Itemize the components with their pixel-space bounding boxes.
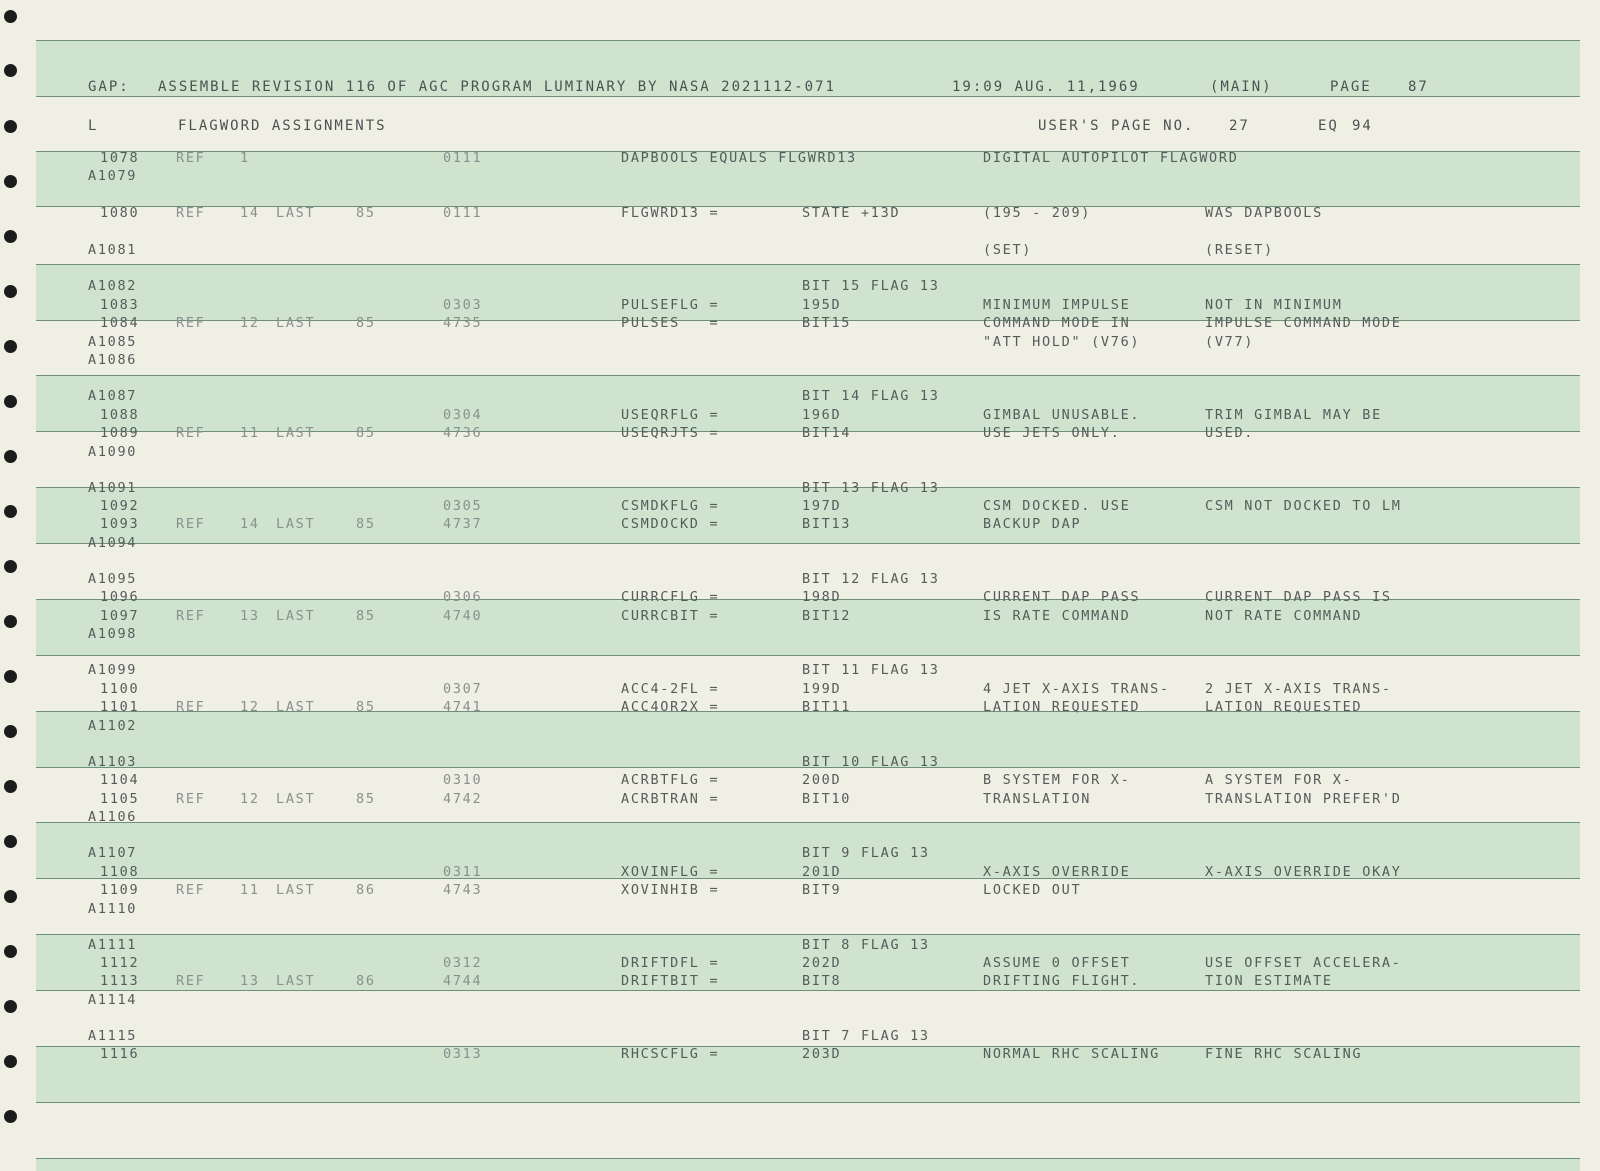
- symbol-definition: DRIFTDFL =: [621, 955, 720, 971]
- line-number: 1105: [100, 791, 140, 807]
- ref-label: REF: [176, 791, 206, 807]
- feed-hole: [4, 615, 17, 628]
- line-number: A1115: [88, 1028, 138, 1044]
- line-number: A1081: [88, 242, 138, 258]
- address: 4744: [443, 973, 483, 989]
- feed-hole: [4, 835, 17, 848]
- ref-count: 14: [240, 205, 260, 221]
- line-number: A1099: [88, 662, 138, 678]
- band-rule: [36, 655, 1580, 656]
- users-page-label: USER'S PAGE NO.: [1038, 118, 1195, 134]
- last-label: LAST: [276, 973, 316, 989]
- comment-set: MINIMUM IMPULSE: [983, 297, 1131, 313]
- feed-hole: [4, 1055, 17, 1068]
- header-timestamp: 19:09 AUG. 11,1969: [952, 79, 1140, 95]
- band-rule: [36, 1102, 1580, 1103]
- comment-reset: USE OFFSET ACCELERA-: [1205, 955, 1402, 971]
- line-number: A1090: [88, 444, 138, 460]
- address: 0111: [443, 150, 483, 166]
- last-label: LAST: [276, 205, 316, 221]
- eq-value: 94: [1352, 118, 1373, 134]
- feed-hole: [4, 285, 17, 298]
- value: 200D: [802, 772, 842, 788]
- header-page-number: 87: [1408, 79, 1429, 95]
- last-label: LAST: [276, 882, 316, 898]
- symbol-definition: DAPBOOLS EQUALS FLGWRD13: [621, 150, 857, 166]
- line-number: 1092: [100, 498, 140, 514]
- line-number: 1078: [100, 150, 140, 166]
- line-number: 1112: [100, 955, 140, 971]
- feed-hole: [4, 890, 17, 903]
- comment-reset: X-AXIS OVERRIDE OKAY: [1205, 864, 1402, 880]
- value: BIT 10 FLAG 13: [802, 754, 940, 770]
- line-number: A1094: [88, 535, 138, 551]
- comment-set: NORMAL RHC SCALING: [983, 1046, 1160, 1062]
- line-number: 1104: [100, 772, 140, 788]
- value: BIT13: [802, 516, 852, 532]
- feed-hole: [4, 670, 17, 683]
- value: BIT8: [802, 973, 842, 989]
- ref-label: REF: [176, 150, 206, 166]
- last-page: 85: [356, 608, 376, 624]
- value: BIT14: [802, 425, 852, 441]
- last-label: LAST: [276, 699, 316, 715]
- comment-reset: NOT RATE COMMAND: [1205, 608, 1363, 624]
- comment-reset: LATION REQUESTED: [1205, 699, 1363, 715]
- ref-count: 11: [240, 882, 260, 898]
- users-page-number: 27: [1229, 118, 1250, 134]
- comment-reset: (RESET): [1205, 242, 1274, 258]
- symbol-definition: ACRBTRAN =: [621, 791, 720, 807]
- value: BIT 15 FLAG 13: [802, 278, 940, 294]
- line-number: A1082: [88, 278, 138, 294]
- value: 201D: [802, 864, 842, 880]
- address: 4740: [443, 608, 483, 624]
- ref-count: 11: [240, 425, 260, 441]
- last-page: 85: [356, 516, 376, 532]
- value: 198D: [802, 589, 842, 605]
- ref-label: REF: [176, 973, 206, 989]
- line-number: 1083: [100, 297, 140, 313]
- feed-hole: [4, 725, 17, 738]
- symbol-definition: PULSEFLG =: [621, 297, 720, 313]
- address: 4741: [443, 699, 483, 715]
- line-number: 1108: [100, 864, 140, 880]
- comment-set: (195 - 209): [983, 205, 1092, 221]
- feed-hole: [4, 945, 17, 958]
- ref-count: 12: [240, 315, 260, 331]
- symbol-definition: XOVINHIB =: [621, 882, 720, 898]
- comment-reset: CSM NOT DOCKED TO LM: [1205, 498, 1402, 514]
- comment-set: DIGITAL AUTOPILOT FLAGWORD: [983, 150, 1239, 166]
- comment-reset: 2 JET X-AXIS TRANS-: [1205, 681, 1392, 697]
- symbol-definition: DRIFTBIT =: [621, 973, 720, 989]
- last-page: 85: [356, 315, 376, 331]
- line-number: 1109: [100, 882, 140, 898]
- last-page: 85: [356, 791, 376, 807]
- feed-hole: [4, 64, 17, 77]
- line-number: 1101: [100, 699, 140, 715]
- value: BIT 11 FLAG 13: [802, 662, 940, 678]
- symbol-definition: USEQRJTS =: [621, 425, 720, 441]
- ref-count: 14: [240, 516, 260, 532]
- comment-set: USE JETS ONLY.: [983, 425, 1121, 441]
- value: 197D: [802, 498, 842, 514]
- ref-label: REF: [176, 608, 206, 624]
- header-title: ASSEMBLE REVISION 116 OF AGC PROGRAM LUMINARY BY NASA 2021112-071: [158, 79, 836, 95]
- comment-set: BACKUP DAP: [983, 516, 1082, 532]
- ref-label: REF: [176, 205, 206, 221]
- address: 0303: [443, 297, 483, 313]
- header-page-label: PAGE: [1330, 79, 1372, 95]
- feed-hole: [4, 120, 17, 133]
- comment-reset: TRIM GIMBAL MAY BE: [1205, 407, 1382, 423]
- subheader-code: L: [88, 118, 99, 134]
- comment-set: CSM DOCKED. USE: [983, 498, 1131, 514]
- last-page: 85: [356, 699, 376, 715]
- symbol-definition: CURRCFLG =: [621, 589, 720, 605]
- value: BIT9: [802, 882, 842, 898]
- comment-reset: NOT IN MINIMUM: [1205, 297, 1343, 313]
- line-number: A1079: [88, 168, 138, 184]
- symbol-definition: CSMDOCKD =: [621, 516, 720, 532]
- value: BIT10: [802, 791, 852, 807]
- comment-set: B SYSTEM FOR X-: [983, 772, 1131, 788]
- comment-reset: FINE RHC SCALING: [1205, 1046, 1363, 1062]
- comment-reset: TRANSLATION PREFER'D: [1205, 791, 1402, 807]
- comment-set: TRANSLATION: [983, 791, 1092, 807]
- comment-set: LATION REQUESTED: [983, 699, 1141, 715]
- symbol-definition: XOVINFLG =: [621, 864, 720, 880]
- value: BIT 12 FLAG 13: [802, 571, 940, 587]
- line-number: 1088: [100, 407, 140, 423]
- subheader-section: FLAGWORD ASSIGNMENTS: [178, 118, 387, 134]
- line-number: A1110: [88, 901, 138, 917]
- symbol-definition: FLGWRD13 =: [621, 205, 720, 221]
- comment-set: ASSUME 0 OFFSET: [983, 955, 1131, 971]
- address: 0111: [443, 205, 483, 221]
- symbol-definition: CURRCBIT =: [621, 608, 720, 624]
- line-number: A1114: [88, 992, 138, 1008]
- address: 0306: [443, 589, 483, 605]
- line-number: 1089: [100, 425, 140, 441]
- last-label: LAST: [276, 608, 316, 624]
- ref-label: REF: [176, 516, 206, 532]
- line-number: 1084: [100, 315, 140, 331]
- last-label: LAST: [276, 425, 316, 441]
- ref-count: 1: [240, 150, 250, 166]
- line-number: A1087: [88, 388, 138, 404]
- address: 4737: [443, 516, 483, 532]
- comment-reset: (V77): [1205, 334, 1255, 350]
- value: 203D: [802, 1046, 842, 1062]
- ref-count: 12: [240, 791, 260, 807]
- line-number: A1107: [88, 845, 138, 861]
- feed-hole: [4, 340, 17, 353]
- comment-set: "ATT HOLD" (V76): [983, 334, 1141, 350]
- line-number: A1095: [88, 571, 138, 587]
- ref-label: REF: [176, 315, 206, 331]
- eq-label: EQ: [1318, 118, 1339, 134]
- feed-hole: [4, 450, 17, 463]
- feed-hole: [4, 1110, 17, 1123]
- comment-set: CURRENT DAP PASS: [983, 589, 1141, 605]
- comment-set: GIMBAL UNUSABLE.: [983, 407, 1141, 423]
- line-number: A1103: [88, 754, 138, 770]
- value: 202D: [802, 955, 842, 971]
- address: 0312: [443, 955, 483, 971]
- ref-label: REF: [176, 882, 206, 898]
- comment-set: LOCKED OUT: [983, 882, 1082, 898]
- comment-reset: A SYSTEM FOR X-: [1205, 772, 1353, 788]
- line-number: 1113: [100, 973, 140, 989]
- last-page: 85: [356, 425, 376, 441]
- ref-count: 12: [240, 699, 260, 715]
- comment-reset: USED.: [1205, 425, 1255, 441]
- symbol-definition: USEQRFLG =: [621, 407, 720, 423]
- value: BIT15: [802, 315, 852, 331]
- address: 4743: [443, 882, 483, 898]
- comment-reset: IMPULSE COMMAND MODE: [1205, 315, 1402, 331]
- comment-set: X-AXIS OVERRIDE: [983, 864, 1131, 880]
- comment-set: IS RATE COMMAND: [983, 608, 1131, 624]
- address: 0307: [443, 681, 483, 697]
- symbol-definition: PULSES =: [621, 315, 720, 331]
- last-label: LAST: [276, 516, 316, 532]
- feed-hole: [4, 10, 17, 23]
- last-label: LAST: [276, 791, 316, 807]
- line-number: A1111: [88, 937, 138, 953]
- last-page: 85: [356, 205, 376, 221]
- line-number: 1093: [100, 516, 140, 532]
- tractor-feed-holes: [0, 0, 22, 1170]
- line-number: 1080: [100, 205, 140, 221]
- ref-count: 13: [240, 973, 260, 989]
- feed-hole: [4, 780, 17, 793]
- value: 195D: [802, 297, 842, 313]
- address: 4735: [443, 315, 483, 331]
- comment-reset: TION ESTIMATE: [1205, 973, 1333, 989]
- line-number: 1096: [100, 589, 140, 605]
- ref-label: REF: [176, 425, 206, 441]
- feed-hole: [4, 505, 17, 518]
- value: BIT12: [802, 608, 852, 624]
- feed-hole: [4, 1000, 17, 1013]
- comment-set: 4 JET X-AXIS TRANS-: [983, 681, 1170, 697]
- line-number: A1086: [88, 352, 138, 368]
- last-label: LAST: [276, 315, 316, 331]
- symbol-definition: CSMDKFLG =: [621, 498, 720, 514]
- last-page: 86: [356, 973, 376, 989]
- comment-set: COMMAND MODE IN: [983, 315, 1131, 331]
- line-number: A1091: [88, 480, 138, 496]
- line-number: A1085: [88, 334, 138, 350]
- line-number: A1102: [88, 718, 138, 734]
- header-main: (MAIN): [1210, 79, 1273, 95]
- ref-label: REF: [176, 699, 206, 715]
- band-rule: [36, 990, 1580, 991]
- value: STATE +13D: [802, 205, 901, 221]
- symbol-definition: ACRBTFLG =: [621, 772, 720, 788]
- address: 4736: [443, 425, 483, 441]
- address: 0310: [443, 772, 483, 788]
- comment-reset: CURRENT DAP PASS IS: [1205, 589, 1392, 605]
- address: 0311: [443, 864, 483, 880]
- value: BIT 7 FLAG 13: [802, 1028, 930, 1044]
- feed-hole: [4, 230, 17, 243]
- feed-hole: [4, 395, 17, 408]
- value: BIT 8 FLAG 13: [802, 937, 930, 953]
- address: 0313: [443, 1046, 483, 1062]
- ref-count: 13: [240, 608, 260, 624]
- symbol-definition: ACC4OR2X =: [621, 699, 720, 715]
- value: BIT 9 FLAG 13: [802, 845, 930, 861]
- value: 199D: [802, 681, 842, 697]
- last-page: 86: [356, 882, 376, 898]
- header-gap-label: GAP:: [88, 79, 130, 95]
- symbol-definition: ACC4-2FL =: [621, 681, 720, 697]
- address: 0304: [443, 407, 483, 423]
- value: BIT11: [802, 699, 852, 715]
- symbol-definition: RHCSCFLG =: [621, 1046, 720, 1062]
- comment-set: DRIFTING FLIGHT.: [983, 973, 1141, 989]
- line-number: A1098: [88, 626, 138, 642]
- band-rule: [36, 96, 1580, 97]
- green-bar: [36, 1158, 1580, 1171]
- feed-hole: [4, 560, 17, 573]
- value: 196D: [802, 407, 842, 423]
- comment-reset: WAS DAPBOOLS: [1205, 205, 1323, 221]
- line-number: 1097: [100, 608, 140, 624]
- feed-hole: [4, 175, 17, 188]
- line-number: 1116: [100, 1046, 140, 1062]
- comment-set: (SET): [983, 242, 1033, 258]
- band-rule: [36, 543, 1580, 544]
- value: BIT 13 FLAG 13: [802, 480, 940, 496]
- address: 4742: [443, 791, 483, 807]
- value: BIT 14 FLAG 13: [802, 388, 940, 404]
- address: 0305: [443, 498, 483, 514]
- line-number: 1100: [100, 681, 140, 697]
- line-number: A1106: [88, 809, 138, 825]
